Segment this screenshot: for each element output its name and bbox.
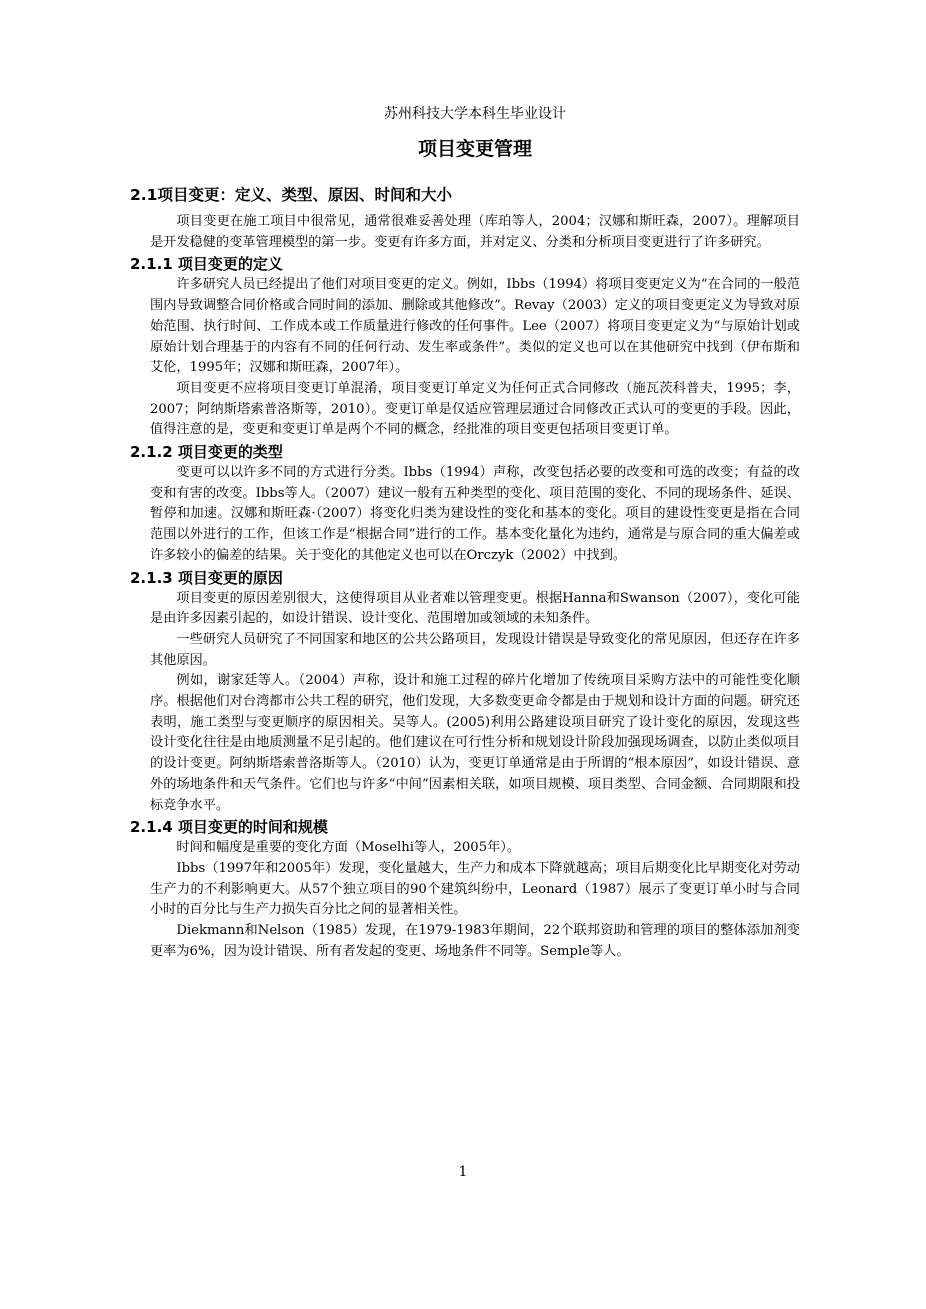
document-title: 项目变更管理	[417, 138, 532, 160]
section-heading-2-1-3: 2.1.3 项目变更的原因	[130, 568, 283, 587]
section-heading-2-1-1: 2.1.1 项目变更的定义	[130, 255, 283, 274]
paragraph: 许多研究人员已经提出了他们对项目变更的定义。例如，Ibbs（1994）将项目变更定义为“在合同的一般范围内导致调整合同价格或合同时间的添加、删除或其他修改”。Revay（2003）定义的项目变更定义为导致对原始范围、执行时间、工作成本或工作质量进行修改的任何事件。Lee（2007）将项目变更定义为“与原始计划或原始计划合理基于的内容有不同的任何行动、发生率或条件”。类似的定义也可以在其他研究中找到（伊布斯和艾伦，1995年；汉娜和斯旺森，2007年）。	[150, 277, 800, 376]
page-number: 1	[458, 1164, 468, 1180]
paragraph: 变更可以以许多不同的方式进行分类。Ibbs（1994）声称，改变包括必要的改变和可选的改变；有益的改变和有害的改变。Ibbs等人。（2007）建议一般有五种类型的变化、项目范围的变化、不同的现场条件、延误、暂停和加速。汉娜和斯旺森·（2007）将变化归类为建设性的变化和基本的变化。项目的建设性变更是指在合同范围以外进行的工作，但该工作是“根据合同”进行的工作。基本变化量化为违约，通常是与原合同的重大偏差或许多较小的偏差的结果。关于变化的其他定义也可以在Orczyk（2002）中找到。	[150, 465, 800, 563]
paragraph: 例如，谢家廷等人。（2004）声称，设计和施工过程的碎片化增加了传统项目采购方法中的可能性变化顺序。根据他们对台湾都市公共工程的研究，他们发现，大多数变更命令都是由于规划和设计方面的问题。研究还表明，施工类型与变更顺序的原因相关。吴等人。(2005)利用公路建设项目研究了设计变化的原因，发现这些设计变化往往是由地质测量不足引起的。他们建议在可行性分析和规划设计阶段加强现场调查，以防止类似项目的设计变更。阿纳斯塔索普洛斯等人。（2010）认为，变更订单通常是由于所谓的“根本原因”，如设计错误、意外的场地条件和天气条件。它们也与许多“中间”因素相关联，如项目规模、项目类型、合同金额、合同期限和投标竞争水平。	[150, 673, 800, 813]
paragraph: Diekmann和Nelson（1985）发现，在1979-1983年期间，22个联邦资助和管理的项目的整体添加剂变更率为6%，因为设计错误、所有者发起的变更、场地条件不同等。Semple等人。	[150, 923, 800, 959]
paragraph: 项目变更不应将项目变更订单混淆，项目变更订单定义为任何正式合同修改（施瓦茨科普夫，1995；李，2007；阿纳斯塔索普洛斯等，2010）。变更订单是仅适应管理层通过合同修改正式认可的变更的手段。因此，值得注意的是，变更和变更订单是两个不同的概念，经批准的项目变更包括项目变更订单。	[150, 380, 800, 438]
section-heading-2-1-4: 2.1.4 项目变更的时间和规模	[130, 818, 328, 837]
paragraph: 时间和幅度是重要的变化方面（Moselhi等人，2005年）。	[176, 840, 521, 856]
section-heading-2-1: 2.1项目变更：定义、类型、原因、时间和大小	[130, 186, 452, 204]
paragraph: 一些研究人员研究了不同国家和地区的公共公路项目，发现设计错误是导致变化的常见原因，但还存在许多其他原因。	[150, 631, 800, 668]
paragraph: Ibbs（1997年和2005年）发现，变化量越大，生产力和成本下降就越高；项目后期变化比早期变化对劳动生产力的不利影响更大。从57个独立项目的90个建筑纠纷中，Leonard（1987）展示了变更订单小时与合同小时的百分比与生产力损失百分比之间的显著相关性。	[150, 860, 800, 918]
page-header: 苏州科技大学本科生毕业设计	[384, 106, 566, 122]
section-heading-2-1-2: 2.1.2 项目变更的类型	[130, 443, 283, 462]
paragraph: 项目变更的原因差别很大，这使得项目从业者难以管理变更。根据Hanna和Swanson（2007），变化可能是由许多因素引起的，如设计错误、设计变化、范围增加或领域的未知条件。	[150, 590, 800, 627]
paragraph: 项目变更在施工项目中很常见，通常很难妥善处理（库珀等人，2004；汉娜和斯旺森，2007）。理解项目是开发稳健的变革管理模型的第一步。变更有许多方面，并对定义、分类和分析项目变更进行了许多研究。	[150, 214, 800, 250]
